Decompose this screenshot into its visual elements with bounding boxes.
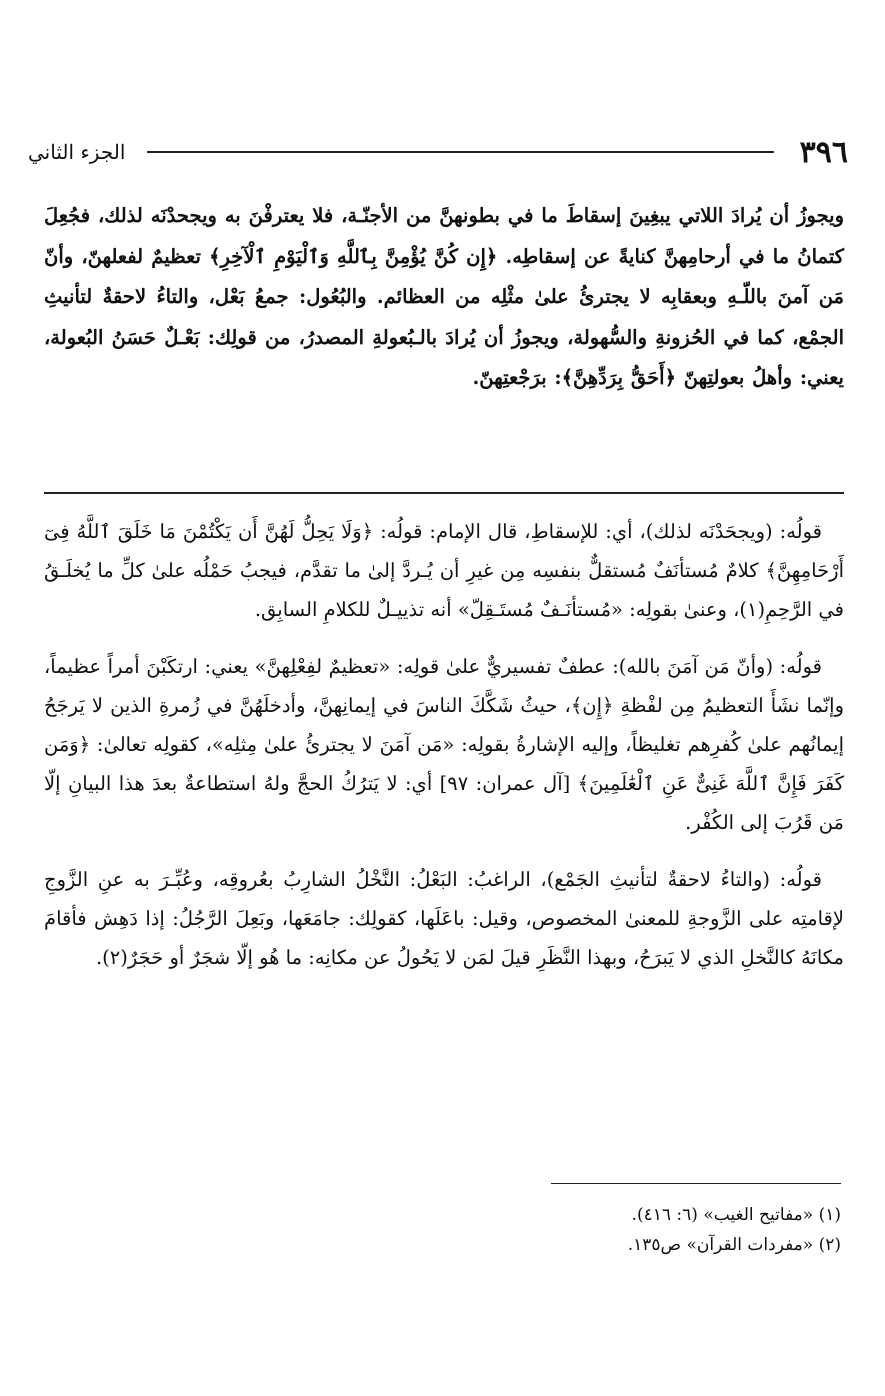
footnote: (٢) «مفردات القرآن» ص١٣٥. bbox=[627, 1235, 841, 1255]
commentary-paragraph: قولُه: (والتاءُ لاحقةٌ لتأنيثِ الجَمْع)، الراغبُ: البَعْلُ: النَّخْلُ الشارِبُ بعُروقِه، وعُبِّـرَ به عنِ الزَّوجِ لإقامتِه على الزَّوجةِ للمعنىٰ المخصوص، وقيل: باعَلَها، كقولِك: جامَعَها، وبَعِلَ الرَّجُلُ: إذا دَهِش فأقامَ مكانَهُ كالنَّخلِ الذي لا يَبرَحُ، وبهذا النَّظَرِ قيلَ لمَن لا يَحُولُ عن مكانِه: ما هُو إلّا شجَرٌ أو حَجَرٌ(٢). bbox=[44, 868, 844, 969]
main-text: ويجوزُ أن يُرادَ اللاتي يبغِينَ إسقاطَ ما في بطونهنَّ من الأجنّـة، فلا يعترفْنَ به ويجحدْنَه لذلك، فجُعِلَ كتمانُ ما في أرحامِهنَّ كنايةً عن إسقاطِه. ﴿إِن كُنَّ يُؤْمِنَّ بِٱللَّهِ وَٱلْيَوْمِ ٱلْآخِرِ﴾ تعظيمٌ لفعلهنّ، وأنّ مَن آمنَ باللّـهِ وبعقابِه لا يجترئُ علىٰ مثْلِه من العظائم. والبُعُول: جمعُ بَعْل، والتاءُ لاحقةٌ لتأنيثِ الجمْع، كما في الحُزونةِ والسُّهولة، ويجوزُ أن يُرادَ بالـبُعولةِ المصدرُ، من قولِك: بَعْـلٌ حَسَنُ البُعولة، يعني: وأهلُ بعولتِهنّ ﴿أَحَقُّ بِرَدِّهِنَّ﴾: برَجْعتِهنّ. bbox=[44, 204, 844, 389]
footnote: (١) «مفاتيح الغيب» (٦: ٤١٦). bbox=[631, 1205, 841, 1225]
running-header bbox=[28, 130, 848, 174]
commentary-section bbox=[44, 512, 844, 995]
page-number: ٣٩٦ bbox=[799, 134, 848, 170]
header-rule bbox=[147, 151, 773, 153]
section-divider bbox=[44, 492, 844, 494]
part-title: الجزء الثاني bbox=[28, 140, 126, 164]
commentary-paragraph: قولُه: (وأنّ مَن آمَنَ بالله): عطفٌ تفسيريٌّ علىٰ قولِه: «تعظيمٌ لفِعْلِهنَّ» يعني: ارتكَبْنَ أمراً عظيماً، وإنّما نشَأَ التعظيمُ مِن لفْظةِ ﴿إِن﴾، حيثُ شَكَّكَ الناسَ في إيمانِهنَّ، وأدخلَهُنَّ في زُمرةِ الذين لا يَرجَحُ إيمانُهم علىٰ كُفرِهم تغليظاً، وإليه الإشارةُ بقولِه: «مَن آمَنَ لا يجترئُ علىٰ مِثلِه»، كقولِه تعالىٰ: ﴿وَمَن كَفَرَ فَإِنَّ ٱللَّهَ غَنِىٌّ عَنِ ٱلْعَٰلَمِينَ﴾ [آل عمران: ٩٧] أي: لا يَترُكُ الحجَّ ولهُ استطاعةٌ بعدَ هذا البيانِ إلّا مَن قَرُبَ إلى الكُفْر. bbox=[44, 655, 845, 834]
footnotes bbox=[41, 1200, 841, 1260]
commentary-paragraph: قولُه: (ويجحَدْنَه لذلك)، أي: للإسقاطِ، قال الإمام: قولُه: ﴿وَلَا يَحِلُّ لَهُنَّ أَن يَكْتُمْنَ مَا خَلَقَ ٱللَّهُ فِىٓ أَرْحَامِهِنَّ﴾ كلامٌ مُستأنَفٌ مُستقلٌّ بنفسِه مِن غيرِ أن يُـردَّ إلىٰ ما تقدَّم، فيجبُ حَمْلُه علىٰ كلِّ ما يُخلَـقُ في الرَّحِمِ(١)، وعنىٰ بقولِه: «مُستأنَـفٌ مُستَـقِلّ» أنه تذييـلٌ للكلامِ السابِق. bbox=[44, 520, 844, 621]
footnote-rule bbox=[551, 1183, 841, 1184]
